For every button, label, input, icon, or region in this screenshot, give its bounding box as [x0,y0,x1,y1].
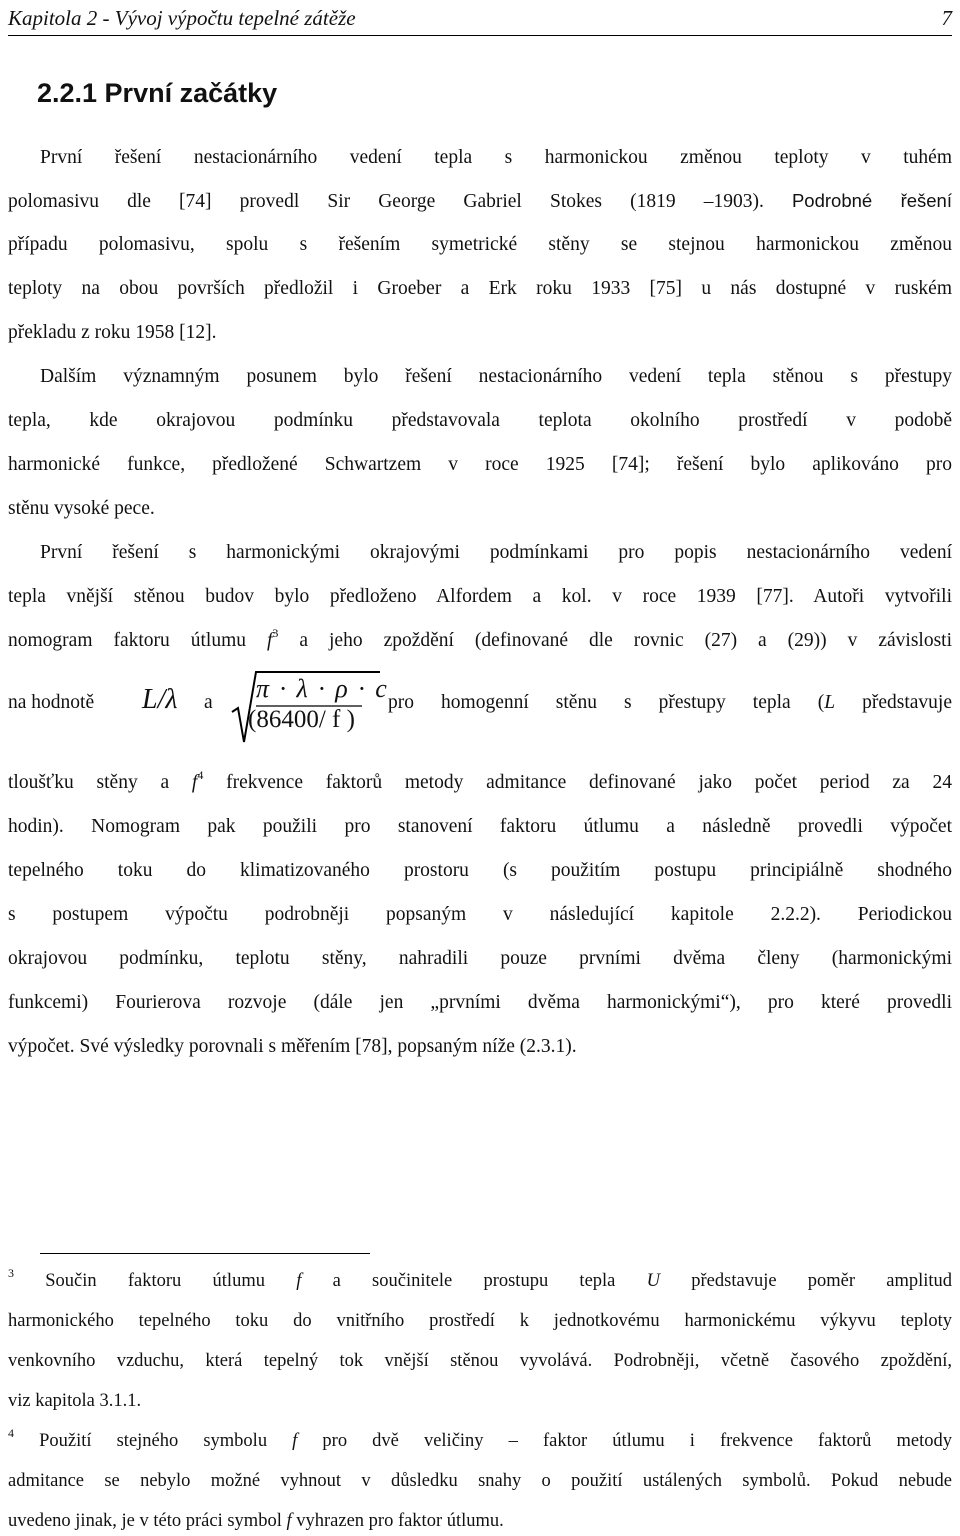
paragraph-line: První řešení s harmonickými okrajovými podmínkami pro popis nestacionárního vedení [40,542,952,563]
symbol-f: f [286,1511,292,1531]
text-span: frekvence faktorů metody admitance definované jako počet period za 24 [226,772,952,793]
chapter-title: Kapitola 2 - Vývoj výpočtu tepelné zátěže [8,6,356,30]
text-span [388,692,952,714]
text-span: představuje poměr amplitud [691,1271,953,1291]
text-span: tloušťku stěny a [8,772,170,793]
footnote-line: viz kapitola 3.1.1. [8,1391,142,1411]
footnote-line [8,1506,952,1536]
text-span: a [204,692,213,713]
formula-line [8,668,952,748]
text-span: a jeho zpoždění (definované dle rovnic (27) a (29)) v závislosti [299,630,953,651]
paragraph-line: tepelného toku do klimatizovaného prostoru (s použitím postupu principiálně shodného [8,860,952,881]
symbol-U: U [646,1271,661,1291]
footnote-line [8,1426,952,1456]
text-span: Podrobné řešení [791,190,952,211]
text-span: nomogram faktoru útlumu [8,630,246,651]
paragraph-line: stěnu vysoké pece. [8,498,155,519]
running-header [8,2,952,34]
symbol-f: f [296,1271,302,1291]
paragraph-line [8,626,952,656]
footnote-line: admitance se nebylo možné vyhnout v důsledku snahy o použití ustálených symbolů. Pokud nebude [8,1471,952,1491]
paragraph-line [8,186,952,216]
text-span: Použití stejného symbolu [39,1431,268,1451]
text-span: pro homogenní stěnu s přestupy tepla ( [388,692,825,713]
text-span: vyhrazen pro faktor útlumu. [296,1511,504,1531]
footnote-mark: 4 [8,1426,14,1440]
text-span: uvedeno jinak, je v této práci symbol [8,1511,282,1531]
paragraph-line: výpočet. Své výsledky porovnali s měřením [78], popsaným níže (2.3.1). [8,1036,577,1057]
text-span: polomasivu dle [74] provedl Sir George Gabriel Stokes (1819 –1903). [8,191,764,212]
footnote-separator [40,1253,370,1254]
paragraph-line: harmonické funkce, předložené Schwartzem v roce 1925 [74]; řešení bylo aplikováno pro [8,454,952,475]
footnote-line [8,1266,952,1296]
paragraph-line: překladu z roku 1958 [12]. [8,322,217,343]
text-span: Součin faktoru útlumu [45,1271,265,1291]
ratio-expression: L/λ [142,684,178,715]
paragraph-line: hodin). Nomogram pak použili pro stanovení faktoru útlumu a následně provedli výpočet [8,816,952,837]
footnote-line: harmonického tepelného toku do vnitřního prostředí k jednotkovému harmonickému výkyvu teploty [8,1311,952,1331]
paragraph-line: okrajovou podmínku, teplotu stěny, nahradili pouze prvními dvěma členy (harmonickými [8,948,952,969]
paragraph-line: tepla vnější stěnou budov bylo předloženo Alfordem a kol. v roce 1939 [77]. Autoři vytvořili [8,586,952,607]
paragraph-line: funkcemi) Fourierova rozvoje (dále jen „prvními dvěma harmonickými“), pro které provedli [8,992,952,1013]
symbol-f: f [266,630,273,651]
text-span: představuje [862,692,952,713]
paragraph-line: Dalším významným posunem bylo řešení nestacionárního vedení tepla stěnou s přestupy [40,366,952,387]
fraction-denominator: (86400/ f ) [248,706,355,733]
symbol-f: f [191,772,198,793]
text-span: pro dvě veličiny – faktor útlumu i frekvence faktorů metody [322,1431,952,1451]
footnote-ref: 4 [197,768,204,782]
paragraph-line: tepla, kde okrajovou podmínku představovala teplota okolního prostředí v podobě [8,410,952,431]
footnote-line: venkovního vzduchu, která tepelný tok vnější stěnou vyvolává. Podrobněji, včetně časového zpoždění, [8,1351,952,1371]
paragraph-line: případu polomasivu, spolu s řešením symetrické stěny se stejnou harmonickou změnou [8,234,952,255]
symbol-f: f [292,1431,298,1451]
section-heading: 2.2.1 První začátky [37,78,278,108]
paragraph-line: s postupem výpočtu podrobněji popsaným v následující kapitole 2.2.2). Periodickou [8,904,952,925]
paragraph-line [8,768,952,798]
text-span: a součinitele prostupu tepla [332,1271,616,1291]
footnote-mark: 3 [8,1266,14,1280]
paragraph-line: První řešení nestacionárního vedení tepla s harmonickou změnou teploty v tuhém [40,147,952,168]
symbol-L: L [824,692,836,713]
page-number: 7 [941,6,952,30]
header-rule [8,35,952,36]
paragraph-line: teploty na obou površích předložil i Groeber a Erk roku 1933 [75] u nás dostupné v ruském [8,278,952,299]
fraction-numerator: π · λ · ρ · c [256,674,389,703]
text-span: na hodnotě [8,692,95,713]
footnote-ref: 3 [272,626,279,640]
